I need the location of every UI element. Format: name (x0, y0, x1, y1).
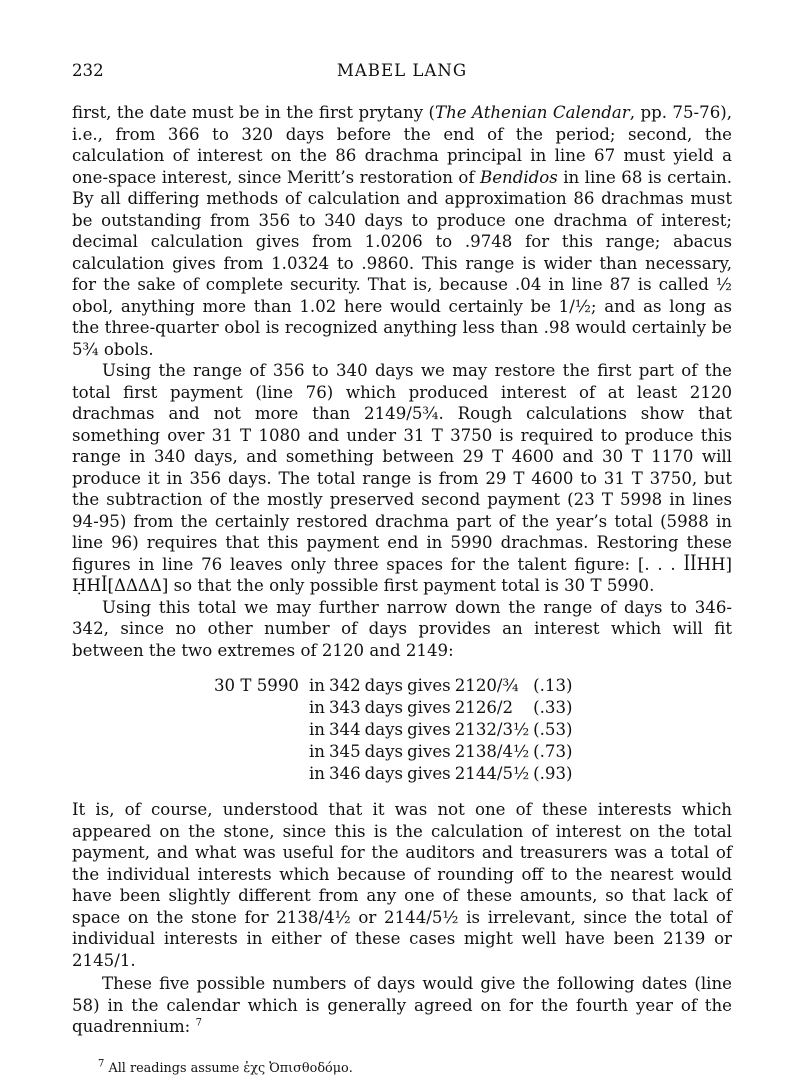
calc-verb: gives (407, 720, 451, 739)
calc-verb: gives (407, 742, 451, 761)
calculation-row (214, 763, 577, 785)
calc-word-days: days (364, 698, 404, 717)
paragraph-5: These five possible numbers of days would give the following dates (line 58) in the calendar which is generally agreed on for the fourth year of the quadrennium: $^7$ (72, 974, 732, 1036)
calc-interest: 2138/4½ (454, 742, 530, 761)
footnote (72, 1060, 732, 1077)
paragraph-3: Using this total we may further narrow down the range of days to 346-342, since no other number of days provides an interest which will fit between the two extremes of 2120 and 2149: (72, 597, 732, 660)
page-number: 232 (72, 61, 104, 80)
calc-days: 345 (328, 742, 361, 761)
calc-prep: in (308, 764, 325, 783)
calc-word-days: days (364, 676, 404, 695)
calc-prep: in (308, 720, 325, 739)
calc-amount (214, 697, 309, 719)
calc-interest: 2120/¾ (454, 676, 519, 695)
calc-amount: 30 T 5990 (214, 676, 299, 695)
calc-word-days: days (364, 720, 404, 739)
running-head: MABEL LANG (336, 61, 468, 80)
calc-prep: in (308, 676, 325, 695)
calc-amount (214, 741, 309, 763)
footnote-marker: 7 (98, 1058, 105, 1070)
calc-days: 342 (328, 676, 361, 695)
calc-word-days: days (364, 764, 404, 783)
calc-verb: gives (407, 764, 451, 783)
calc-word-days: days (364, 742, 404, 761)
paragraph-2: Using the range of 356 to 340 days we may restore the first part of the total first payment (line 76) which produced interest of at least 2120 drachmas and not more than 2149/5¾. Rough calculations show that something over 31 T 1080 and under 31 T 3750 is required to produce this range in 340 days, and something between 29 T 4600 and 30 T 1170 will produce it in 356 days. The total range is from 29 T 4600 to 31 T 3750, but the subtraction of the mostly preserved second payment (23 T 5998 in lines 94-95) from the certainly restored drachma part of the year’s total (5988 in line 96) requires that this payment end in 5990 drachmas. Restoring these figures in line 76 leaves only three spaces for the talent figure: [. . . ꟾꟾHH] ḤHꟾ[ΔΔΔΔ] so that the only possible first payment total is 30 T 5990. (72, 361, 732, 595)
paragraph-4: It is, of course, understood that it was not one of these interests which appeared on the stone, since this is the calculation of interest on the total payment, and what was useful for the auditors and treasurers was a total of the individual interests which because of rounding off to the nearest would have been slightly different from any one of these amounts, so that lack of space on the stone for 2138/4½ or 2144/5½ is irrelevant, since the total of individual interests in either of these cases might well have been 2139 or 2145/1. (72, 800, 732, 970)
page-header (72, 60, 732, 84)
calc-fraction: (.73) (533, 742, 573, 761)
calc-prep: in (308, 698, 325, 717)
page (72, 60, 732, 1077)
calc-verb: gives (407, 676, 451, 695)
interest-calculation-table (214, 675, 577, 785)
calc-prep: in (308, 742, 325, 761)
calc-interest: 2132/3½ (454, 720, 530, 739)
calc-verb: gives (407, 698, 451, 717)
calculation-row (214, 719, 577, 741)
calc-interest: 2126/2 (454, 698, 514, 717)
calc-amount (214, 763, 309, 785)
footnote-text: All readings assume ἐχς Ὀπισθοδόμο. (108, 1060, 353, 1076)
calc-fraction: (.93) (533, 764, 573, 783)
footnote-reference: 7 (195, 1017, 202, 1029)
calc-interest: 2144/5½ (454, 764, 530, 783)
calc-fraction: (.53) (533, 720, 573, 739)
italic-word: Bendidos (480, 167, 558, 187)
paragraph-1: first, the date must be in the first prytany (The Athenian Calendar, pp. 75-76), i.e., from 366 to 320 days before the end of the period; second, the calculation of interest on the 86 drachma principal in line 67 must yield a one-space interest, since Meritt’s restoration of Bendidos in line 68 is certain. By all differing methods of calculation and approximation 86 drachmas must be outstanding from 356 to 340 days to produce one drachma of interest; decimal calculation gives from 1.0206 to .9748 for this range; abacus calculation gives from 1.0324 to .9860. This range is wider than necessary, for the sake of complete security. That is, because .04 in line 87 is called ½ obol, anything more than 1.02 here would certainly be 1/½; and as long as the three-quarter obol is recognized anything less than .98 would certainly be 5¾ obols. (72, 103, 733, 359)
calculation-row (214, 675, 577, 697)
cited-work-title: The Athenian Calendar (435, 103, 630, 122)
calculation-row (214, 741, 577, 763)
calc-fraction: (.13) (533, 676, 573, 695)
calc-days: 343 (328, 698, 361, 717)
calc-fraction: (.33) (533, 698, 573, 717)
calc-days: 344 (328, 720, 361, 739)
calc-days: 346 (328, 764, 361, 783)
calculation-row (214, 697, 577, 719)
calc-amount (214, 719, 309, 741)
